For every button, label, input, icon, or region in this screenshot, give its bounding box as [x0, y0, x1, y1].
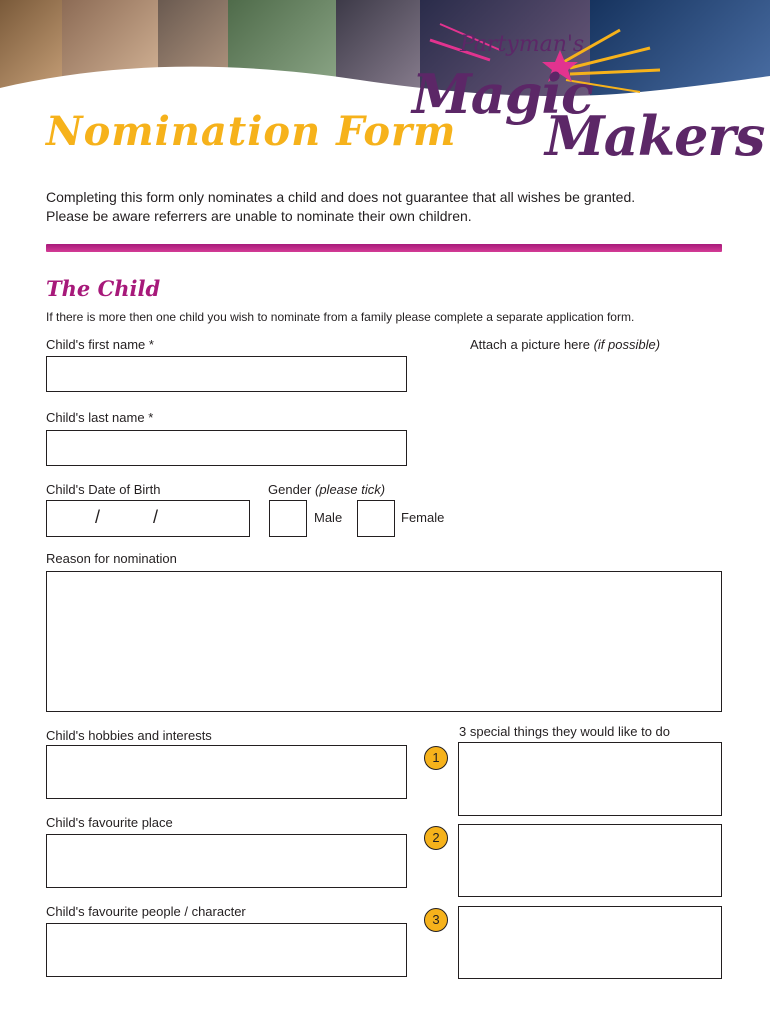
special-number-3-badge: 3 [424, 908, 448, 932]
logo-makers: Makers [545, 104, 765, 168]
intro-text [46, 188, 736, 226]
gender-hint: (please tick) [315, 482, 386, 497]
dob-separator-1: / [95, 507, 101, 527]
male-checkbox[interactable] [269, 500, 307, 537]
special-thing-3-field[interactable] [458, 906, 722, 979]
attach-picture-text: Attach a picture here [470, 337, 590, 352]
dob-separator-2: / [153, 507, 159, 527]
favourite-people-label: Child's favourite people / character [46, 904, 246, 919]
special-number-2-badge: 2 [424, 826, 448, 850]
reason-label: Reason for nomination [46, 551, 177, 566]
special-things-label: 3 special things they would like to do [459, 724, 671, 739]
section-title: The Child [46, 276, 161, 301]
hobbies-label: Child's hobbies and interests [46, 728, 212, 743]
male-label: Male [314, 510, 343, 525]
dob-field[interactable] [46, 500, 250, 537]
female-label: Female [401, 510, 445, 525]
intro-line-1: Completing this form only nominates a child and does not guarantee that all wishes be granted. [46, 189, 636, 205]
intro-line-2: Please be aware referrers are unable to nominate their own children. [46, 208, 472, 224]
page-title: Nomination Form [46, 108, 457, 155]
female-checkbox[interactable] [357, 500, 395, 537]
special-thing-2-field[interactable] [458, 824, 722, 897]
hobbies-field[interactable] [46, 745, 407, 799]
favourite-place-field[interactable] [46, 834, 407, 888]
special-number-1-badge: 1 [424, 746, 448, 770]
logo-magic: Magic [412, 62, 593, 126]
last-name-field[interactable] [46, 430, 407, 466]
reason-textarea[interactable] [46, 571, 722, 712]
special-thing-1-field[interactable] [458, 742, 722, 816]
favourite-people-field[interactable] [46, 923, 407, 977]
first-name-label: Child's first name * [46, 337, 154, 352]
attach-picture-hint: (if possible) [593, 337, 661, 352]
attach-picture-label [470, 337, 660, 352]
last-name-label: Child's last name * [46, 410, 154, 425]
first-name-field[interactable] [46, 356, 407, 392]
gender-text: Gender [268, 482, 312, 497]
favourite-place-label: Child's favourite place [46, 815, 173, 830]
section-note: If there is more then one child you wish to nominate from a family please complete a separate application form. [46, 310, 635, 324]
section-divider [46, 244, 722, 252]
logo-partymans: Partyman's [460, 32, 585, 57]
gender-label [268, 482, 385, 497]
dob-label: Child's Date of Birth [46, 482, 161, 497]
